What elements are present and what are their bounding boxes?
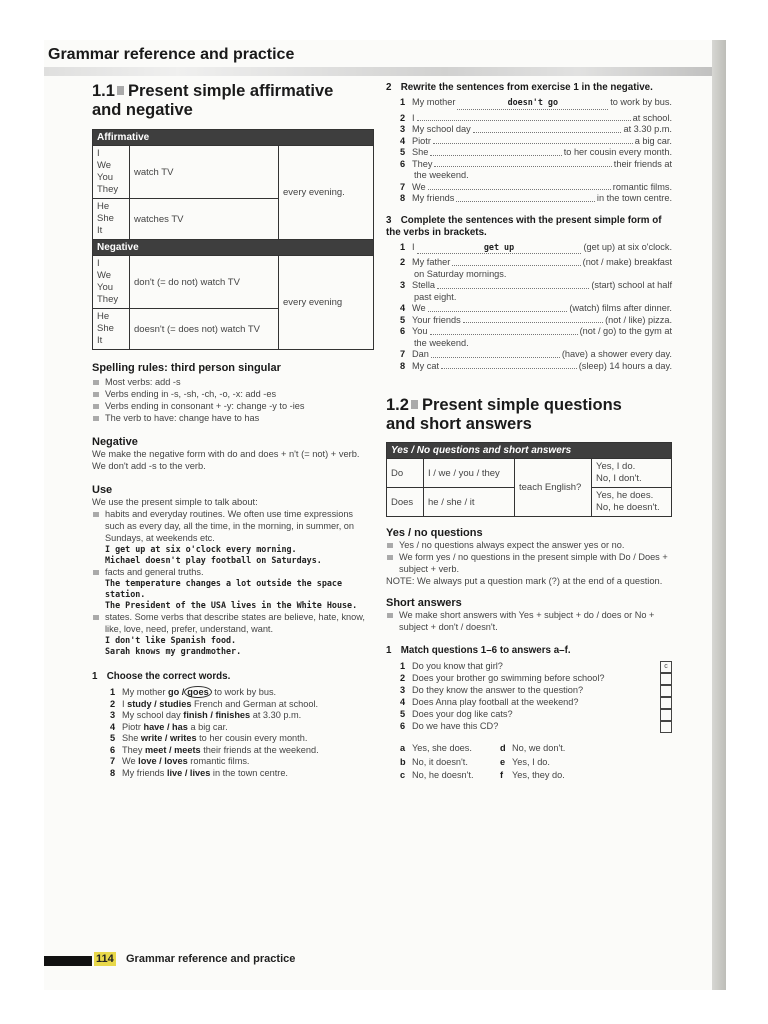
word-choice[interactable]: write / writes	[140, 733, 197, 743]
answer-gap[interactable]	[441, 361, 577, 370]
item-number: 6	[110, 744, 116, 755]
item-text: Your friends	[412, 314, 461, 325]
use-examples	[92, 578, 374, 611]
handwritten-example: I get up at six o'clock every morning.	[105, 544, 297, 554]
footer-title: Grammar reference and practice	[126, 953, 296, 965]
use-list	[92, 508, 374, 544]
exercise-3-list	[386, 242, 672, 373]
item-number: 2	[110, 698, 116, 709]
aux-cell: Do	[387, 459, 424, 488]
item-number: 2	[400, 257, 406, 267]
exercise-item	[400, 113, 672, 125]
item-text: to work by bus.	[610, 97, 672, 107]
page-number: 114	[96, 953, 114, 965]
answer-gap[interactable]	[434, 159, 611, 168]
item-text: We	[412, 181, 426, 192]
exercise-item	[110, 733, 374, 745]
answer-option: a Yes, she does.	[400, 743, 472, 753]
match-question	[400, 721, 672, 733]
item-text: in the town centre.	[596, 193, 672, 203]
match-exercise-list	[386, 661, 672, 733]
word-choice[interactable]: finish / finishes	[183, 710, 251, 720]
item-number: 1	[400, 97, 406, 107]
item-text: to her cousin every month.	[196, 733, 308, 743]
question-text: 4 Does Anna play football at the weekend?	[400, 697, 579, 707]
questions-table-header: Yes / No questions and short answers	[387, 443, 672, 459]
square-bullet-icon	[117, 86, 124, 95]
answer-box[interactable]	[660, 709, 672, 721]
exercise-item	[400, 326, 672, 338]
use-examples	[92, 544, 374, 566]
item-text: (not / make) breakfast	[582, 257, 672, 267]
question-text: 6 Do we have this CD?	[400, 721, 499, 731]
item-text: romantic films.	[612, 181, 672, 192]
item-text: (not / go) to the gym at	[579, 326, 672, 336]
item-text: Piotr	[122, 721, 144, 732]
answer-box[interactable]	[660, 697, 672, 709]
question-text: 1 Do you know that girl?	[400, 661, 503, 671]
question-text: 3 Do they know the answer to the question?	[400, 685, 584, 695]
item-text: My school day	[122, 710, 184, 720]
circled-answer: goes	[184, 686, 211, 698]
page-header: Grammar reference and practice	[48, 46, 295, 63]
exercise-item	[110, 768, 374, 780]
square-bullet-icon	[411, 400, 418, 409]
item-number: 7	[400, 181, 406, 192]
item-number: 6	[400, 721, 406, 731]
exercise-item	[400, 159, 672, 171]
list-item: Most verbs: add -s	[92, 376, 374, 388]
item-text: You	[412, 326, 428, 336]
item-number: 5	[400, 314, 406, 325]
exercise-2-list	[386, 97, 672, 205]
use-examples	[92, 635, 374, 657]
page-footer	[44, 950, 684, 972]
exercise-item	[400, 242, 672, 258]
answer-gap[interactable]	[473, 124, 622, 133]
item-text: I	[412, 112, 415, 123]
right-column	[386, 82, 672, 782]
handwritten-example: Sarah knows my grandmother.	[105, 646, 242, 656]
exercise-item	[400, 193, 672, 205]
answer-letter: d	[500, 743, 506, 753]
negative-title: Negative	[92, 436, 138, 448]
time-cell: every evening.	[279, 146, 374, 240]
item-text: We	[122, 756, 139, 766]
item-text: (start) school at half	[591, 280, 672, 290]
use-list	[92, 566, 374, 578]
answer-letter: b	[400, 756, 406, 767]
footer-bar	[44, 956, 92, 966]
pronouns-cell: I / we / you / they	[424, 459, 515, 488]
item-text: a big car.	[634, 135, 672, 146]
match-question	[400, 685, 672, 697]
item-text: I	[412, 241, 415, 252]
use-intro: We use the present simple to talk about:	[92, 497, 258, 507]
aux-cell: Does	[387, 488, 424, 517]
item-text: at 3.30 p.m.	[623, 124, 672, 134]
match-question	[400, 673, 672, 685]
pronouns-cell: He She It	[93, 309, 130, 350]
item-continuation: the weekend.	[414, 337, 469, 348]
pronouns-cell: He She It	[93, 199, 130, 240]
match-question	[400, 709, 672, 721]
exercise-1-list	[92, 687, 374, 779]
exercise-item	[400, 361, 672, 373]
item-text: (not / like) pizza.	[605, 314, 672, 325]
item-text: (watch) films after dinner.	[569, 303, 672, 313]
exercise-item	[110, 687, 374, 699]
item-text: They	[122, 744, 145, 755]
answer-letter: a	[400, 743, 406, 753]
exercise-1-title: 1 Choose the correct words.	[92, 671, 231, 682]
item-number: 5	[110, 733, 116, 743]
item-text: My friends	[412, 193, 455, 203]
answer-letter: c	[400, 770, 406, 780]
item-text: My mother	[412, 97, 456, 107]
item-text: She	[122, 733, 141, 743]
handwritten-answer: get up	[483, 241, 515, 252]
item-number: 6	[400, 158, 406, 169]
verb-cell: doesn't (= does not) watch TV	[130, 309, 279, 350]
item-text: their friends at the weekend.	[200, 744, 319, 755]
exercise-item	[400, 280, 672, 292]
question-text: 2 Does your brother go swimming before school?	[400, 673, 605, 683]
negative-header: Negative	[93, 240, 374, 256]
page-edge-shadow	[712, 40, 726, 990]
handwritten-answer: doesn't go	[507, 97, 559, 107]
pronouns-cell: I We You They	[93, 146, 130, 199]
use-list	[92, 611, 374, 635]
answer-gap[interactable]	[428, 303, 568, 312]
item-text: I	[122, 698, 128, 709]
match-exercise-title: 1 Match questions 1–6 to answers a–f.	[386, 645, 571, 656]
answer-gap[interactable]	[457, 97, 608, 110]
section-1-2-title: 1.2 Present simple questions and short answers	[386, 396, 622, 433]
yesno-list	[386, 539, 672, 575]
item-text: in the town centre.	[210, 767, 288, 778]
exercise-item	[110, 699, 374, 711]
verb-cell: teach English?	[515, 459, 592, 517]
list-item: states. Some verbs that describe states are believe, hate, know, like, love, need, prefer, understand, want.	[92, 611, 374, 635]
answer-gap[interactable]	[456, 193, 595, 202]
use-title: Use	[92, 484, 113, 496]
item-text: their friends at	[613, 158, 672, 169]
left-column	[92, 82, 374, 779]
word-choice[interactable]: go / goes	[168, 686, 212, 698]
item-text: at school.	[632, 112, 672, 123]
yesno-title: Yes / no questions	[386, 527, 483, 539]
item-number: 3	[400, 685, 406, 695]
short-answers-title: Short answers	[386, 597, 462, 609]
exercise-item	[400, 124, 672, 136]
answer-option: f Yes, they do.	[500, 770, 565, 780]
answer-cell: Yes, he does. No, he doesn't.	[592, 488, 672, 517]
verb-cell: watches TV	[130, 199, 279, 240]
section-1-1-title: 1.1 Present simple affirmative and negative	[92, 82, 334, 119]
item-number: 1	[400, 661, 406, 671]
item-text: Piotr	[412, 135, 431, 146]
exercise-item	[400, 303, 672, 315]
item-number: 4	[400, 135, 406, 146]
answer-cell: Yes, I do. No, I don't.	[592, 459, 672, 488]
answer-option: c No, he doesn't.	[400, 770, 474, 780]
exercise-item	[400, 97, 672, 113]
spelling-rules-title: Spelling rules: third person singular	[92, 362, 281, 374]
exercise-3-title: 3 Complete the sentences with the present simple form of the verbs in brackets.	[386, 214, 662, 238]
item-text: My cat	[412, 360, 440, 371]
answer-box[interactable]	[660, 721, 672, 733]
word-choice[interactable]: live / lives	[166, 767, 211, 778]
exercise-item	[110, 722, 374, 734]
list-item: Yes / no questions always expect the answer yes or no.	[386, 539, 672, 551]
affirmative-header: Affirmative	[93, 130, 374, 146]
item-number: 6	[400, 326, 406, 336]
item-number: 8	[400, 193, 406, 203]
item-number: 5	[400, 147, 406, 157]
item-continuation: on Saturday mornings.	[414, 268, 507, 279]
list-item: facts and general truths.	[92, 566, 374, 578]
item-text: romantic films.	[187, 756, 250, 766]
answer-gap[interactable]	[417, 242, 582, 255]
answer-option: e Yes, I do.	[500, 756, 550, 767]
item-number: 1	[400, 241, 406, 252]
item-text: at 3.30 p.m.	[250, 710, 302, 720]
item-text: They	[412, 158, 433, 169]
item-number: 7	[400, 349, 406, 359]
exercise-item	[110, 756, 374, 768]
item-number: 7	[110, 756, 116, 766]
item-number: 4	[400, 697, 406, 707]
answer-gap[interactable]	[463, 315, 603, 324]
exercise-item	[400, 257, 672, 269]
item-number: 2	[400, 112, 406, 123]
verb-cell: don't (= do not) watch TV	[130, 256, 279, 309]
short-answers-list	[386, 609, 672, 633]
item-continuation: past eight.	[414, 291, 457, 302]
handwritten-example: The temperature changes a lot outside the space station.	[105, 578, 342, 599]
item-text: We	[412, 303, 426, 313]
item-text: to work by bus.	[211, 687, 277, 697]
verb-cell: watch TV	[130, 146, 279, 199]
answer-gap[interactable]	[452, 257, 580, 266]
item-text: She	[412, 147, 429, 157]
handwritten-example: I don't like Spanish food.	[105, 635, 237, 645]
exercise-item	[400, 349, 672, 361]
item-number: 3	[400, 124, 406, 134]
item-number: 8	[110, 767, 116, 778]
answer-gap[interactable]	[430, 147, 561, 156]
exercise-item	[400, 182, 672, 194]
item-text: My friends	[122, 767, 167, 778]
answer-gap[interactable]	[437, 280, 589, 289]
question-text: 5 Does your dog like cats?	[400, 709, 513, 719]
item-text: French and German at school.	[191, 698, 319, 709]
exercise-2-title: 2 Rewrite the sentences from exercise 1 in the negative.	[386, 82, 653, 93]
answer-gap[interactable]	[433, 136, 633, 145]
word-choice[interactable]: have / has	[143, 721, 188, 732]
questions-table	[386, 442, 672, 517]
item-text: Dan	[412, 349, 429, 359]
item-text: Stella	[412, 280, 435, 290]
word-choice[interactable]: meet / meets	[144, 744, 201, 755]
item-number: 4	[400, 303, 406, 313]
item-text: My mother	[122, 687, 168, 697]
exercise-item	[400, 315, 672, 327]
pronouns-cell: I We You They	[93, 256, 130, 309]
affirmative-negative-table	[92, 129, 374, 350]
match-question	[400, 697, 672, 709]
answer-option: d No, we don't.	[500, 743, 566, 753]
word-choice[interactable]: love / loves	[138, 756, 188, 766]
answer-box[interactable]: c	[660, 661, 672, 673]
item-number: 3	[400, 280, 406, 290]
yesno-note: NOTE: We always put a question mark (?) at the end of a question.	[386, 576, 663, 586]
answer-box[interactable]	[660, 673, 672, 685]
answer-gap[interactable]	[431, 349, 560, 358]
exercise-item	[110, 745, 374, 757]
answer-box[interactable]	[660, 685, 672, 697]
spelling-rules-list	[92, 376, 374, 424]
item-number: 5	[400, 709, 406, 719]
item-text: (sleep) 14 hours a day.	[578, 360, 672, 371]
item-text: (have) a shower every day.	[561, 349, 672, 359]
match-answers	[386, 743, 672, 782]
item-number: 4	[110, 721, 116, 732]
answer-gap[interactable]	[428, 182, 611, 191]
exercise-item	[110, 710, 374, 722]
exercise-item	[400, 136, 672, 148]
answer-option: b No, it doesn't.	[400, 756, 468, 767]
answer-gap[interactable]	[417, 113, 631, 122]
item-number: 2	[400, 673, 406, 683]
answer-gap[interactable]	[430, 326, 578, 335]
list-item: habits and everyday routines. We often use time expressions such as every day, all the time, in the morning, in summer, on Sundays, at weekends etc.	[92, 508, 374, 544]
exercise-item	[400, 147, 672, 159]
time-cell: every evening	[279, 256, 374, 350]
match-question	[400, 661, 672, 673]
pronouns-cell: he / she / it	[424, 488, 515, 517]
item-text: a big car.	[187, 721, 228, 732]
word-choice[interactable]: study / studies	[127, 698, 192, 709]
list-item: Verbs ending in consonant + -y: change -y to -ies	[92, 400, 374, 412]
list-item: Verbs ending in -s, -sh, -ch, -o, -x: add -es	[92, 388, 374, 400]
header-rule	[44, 67, 712, 76]
item-text: (get up) at six o'clock.	[583, 241, 672, 252]
answer-letter: f	[500, 770, 504, 780]
item-continuation: the weekend.	[414, 170, 469, 180]
item-number: 8	[400, 360, 406, 371]
item-number: 1	[110, 687, 116, 697]
negative-text: We make the negative form with do and does + n't (= not) + verb. We don't add -s to the verb.	[92, 449, 360, 471]
item-text: to her cousin every month.	[563, 147, 672, 157]
item-text: My school day	[412, 124, 471, 134]
item-text: My father	[412, 257, 451, 267]
answer-letter: e	[500, 756, 506, 767]
list-item: We form yes / no questions in the present simple with Do / Does + subject + verb.	[386, 551, 672, 575]
list-item: The verb to have: change have to has	[92, 412, 374, 424]
handwritten-example: The President of the USA lives in the White House.	[105, 600, 358, 610]
handwritten-example: Michael doesn't play football on Saturdays.	[105, 555, 322, 565]
item-number: 3	[110, 710, 116, 720]
list-item: We make short answers with Yes + subject + do / does or No + subject + don't / doesn't.	[386, 609, 672, 633]
